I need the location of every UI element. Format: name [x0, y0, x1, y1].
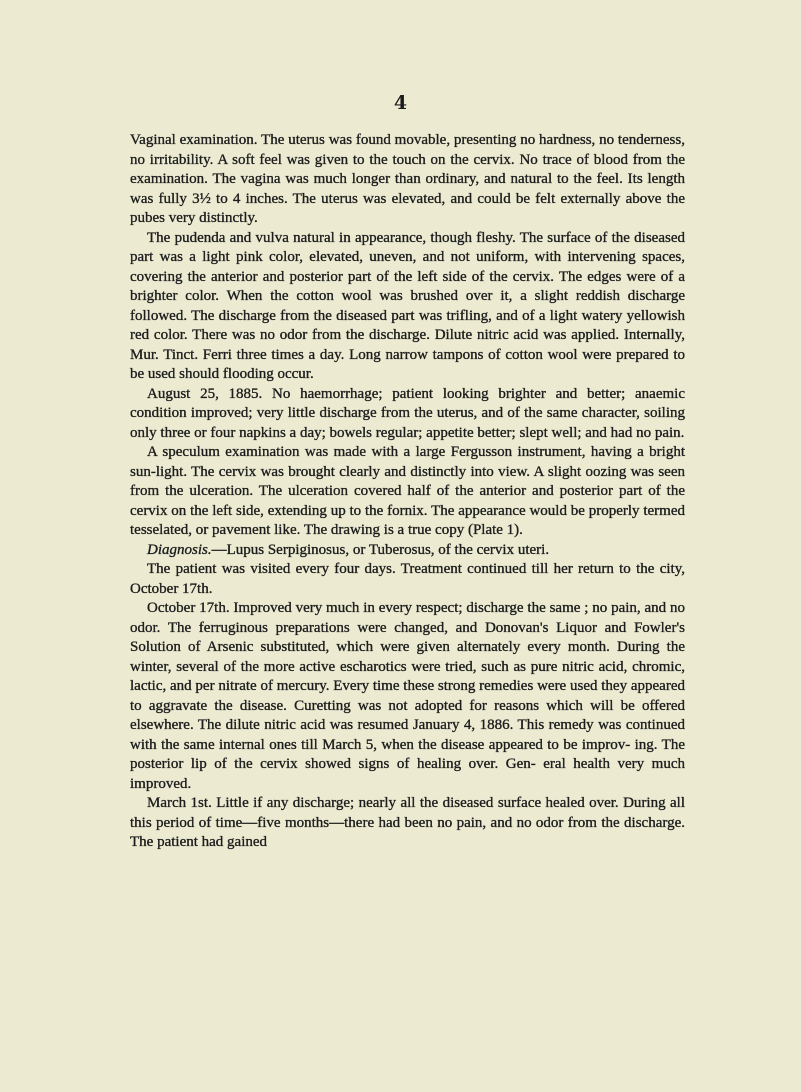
page-number: 4: [393, 92, 408, 114]
paragraph-august-25: August 25, 1885. No haemorrhage; patient looking brighter and better; anaemic condition improved; very little discharge from the uterus, and of the same character, soiling only three or four napkins a day; bowels regular; appetite better; slept well; and had no pain.: [130, 385, 685, 441]
diagnosis-text: —Lupus Serpiginosus, or Tuberosus, of the cervix uteri.: [211, 541, 550, 558]
paragraph-diagnosis: [130, 541, 685, 561]
paragraph-october-17: October 17th. Improved very much in every respect; discharge the same ; no pain, and no odor. The ferruginous preparations were changed, and Donovan's Liquor and Fowler's Solution of Arsenic substituted, which were given alternately every month. During the winter, several of the more active escharotics were tried, such as pure nitric acid, chromic, lactic, and per nitrate of mercury. Every time these strong remedies were used they appeared to aggravate the disease. Curetting was not adopted for reasons which will be offered elsewhere. The dilute nitric acid was resumed January 4, 1886. This remedy was continued with the same internal ones till March 5, when the disease appeared to be improv- ing. The posterior lip of the cervix showed signs of healing over. Gen- eral health very much improved.: [130, 600, 685, 792]
paragraph-vaginal-examination: Vaginal examination. The uterus was found movable, presenting no hardness, no tenderness, no irritability. A soft feel was given to the touch on the cervix. No trace of blood from the examination. The vagina was much longer than ordinary, and natural to the feel. Its length was fully 3½ to 4 inches. The uterus was elevated, and could be felt externally above the pubes very distinctly.: [130, 132, 685, 226]
paragraph-pudenda: The pudenda and vulva natural in appearance, though fleshy. The surface of the diseased part was a light pink color, elevated, uneven, and not uniform, with intervening spaces, covering the anterior and posterior part of the left side of the cervix. The edges were of a brighter color. When the cotton wool was brushed over it, a slight reddish discharge followed. The discharge from the diseased part was trifling, and of a light watery yellowish red color. There was no odor from the discharge. Dilute nitric acid was applied. Internally, Mur. Tinct. Ferri three times a day. Long narrow tampons of cotton wool were prepared to be used should flooding occur.: [130, 229, 685, 382]
diagnosis-label: Diagnosis.: [147, 541, 212, 558]
paragraph-march-1: March 1st. Little if any discharge; nearly all the diseased surface healed over. During all this period of time—five months—there had been no pain, and no odor from the discharge. The patient had gained: [130, 795, 685, 850]
paragraph-patient-visited: The patient was visited every four days. Treatment continued till her return to the city, October 17th.: [130, 561, 685, 597]
body-text: [130, 131, 685, 853]
paragraph-speculum-examination: A speculum examination was made with a large Fergusson instrument, having a bright sun-light. The cervix was brought clearly and distinctly into view. A slight oozing was seen from the ulceration. The ulceration covered half of the anterior and posterior part of the cervix on the left side, extending up to the fornix. The appearance would be properly termed tesselated, or pavement like. The drawing is a true copy (Plate 1).: [130, 444, 685, 538]
